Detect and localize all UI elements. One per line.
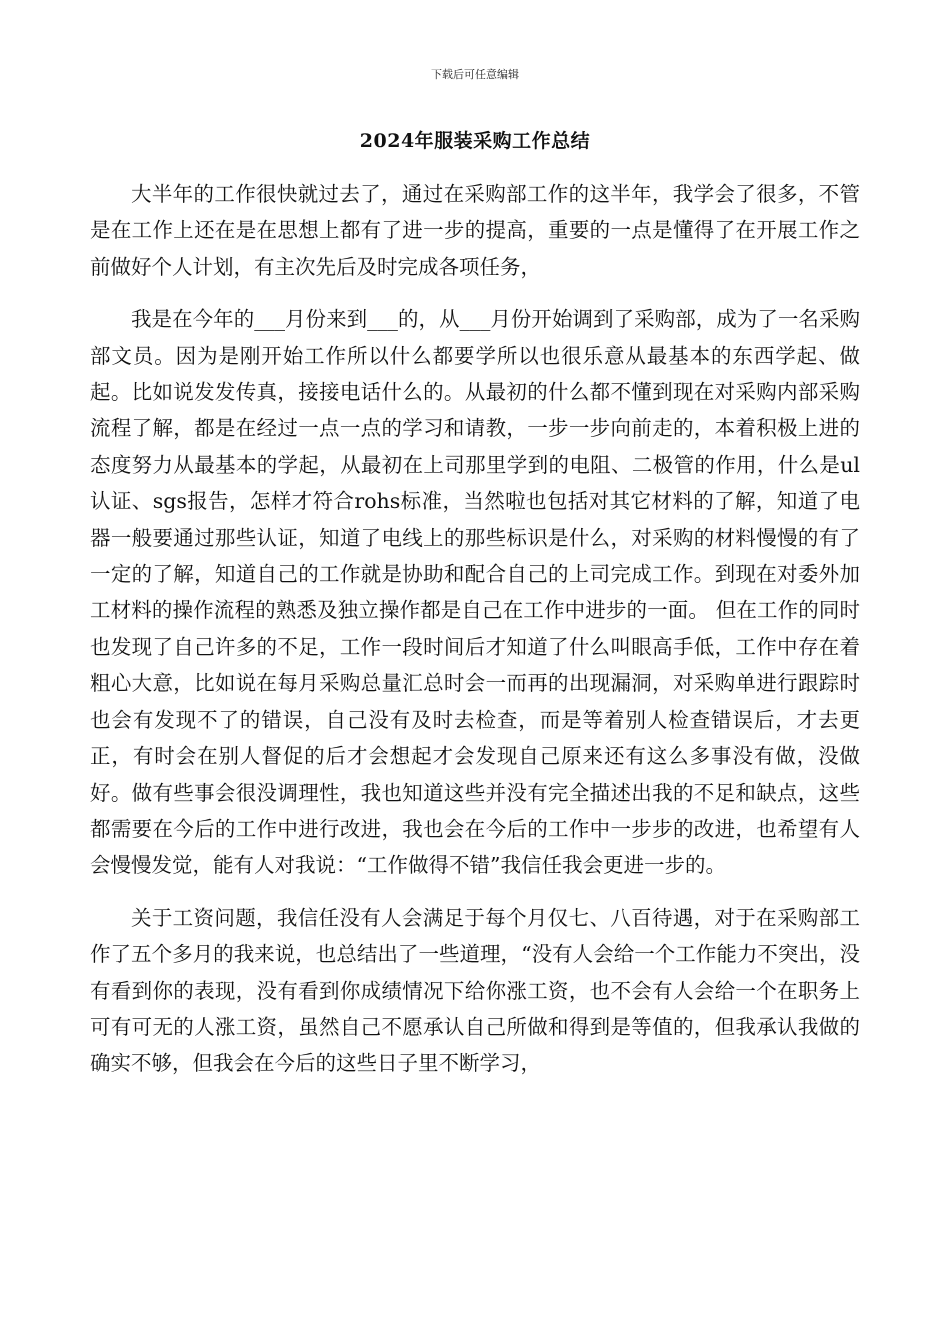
page-title: 2024年服装采购工作总结 bbox=[359, 130, 591, 152]
paragraph-intro: 大半年的工作很快就过去了，通过在采购部工作的这半年，我学会了很多，不管是在工作上还在是在思想上都有了进一步的提高，重要的一点是懂得了在开展工作之前做好个人计划，有主次先后及时完成各项任务， bbox=[90, 182, 860, 279]
header-note: 下载后可任意编辑 bbox=[431, 68, 519, 81]
paragraph-experience: 我是在今年的___月份来到___的，从___月份开始调到了采购部，成为了一名采购部文员。因为是刚开始工作所以什么都要学所以也很乐意从最基本的东西学起、做起。比如说发发传真，接接电话什么的。从最初的什么都不懂到现在对采购内部采购流程了解，都是在经过一点一点的学习和请教，一步一步向前走的，本着积极上进的态度努力从最基本的学起，从最初在上司那里学到的电阻、二极管的作用，什么是ul认证、sgs报告，怎样才符合rohs标准，当然啦也包括对其它材料的了解，知道了电器一般要通过那些认证，知道了电线上的那些标识是什么，对采购的材料慢慢的有了一定的了解，知道自己的工作就是协助和配合自己的上司完成工作。到现在对委外加工材料的操作流程的熟悉及独立操作都是自己在工作中进步的一面。 但在工作的同时也发现了自己许多的不足，工作一段时间后才知道了什么叫眼高手低，工作中存在着粗心大意，比如说在每月采购总量汇总时会一而再的出现漏洞，对采购单进行跟踪时也会有发现不了的错误，自己没有及时去检查，而是等着别人检查错误后，才去更正，有时会在别人督促的后才会想起才会发现自己原来还有这么多事没有做，没做好。做有些事会很没调理性，我也知道这些并没有完全描述出我的不足和缺点，这些都需要在今后的工作中进行改进，我也会在今后的工作中一步步的改进，也希望有人会慢慢发觉，能有人对我说：“工作做得不错”我信任我会更进一步的。 bbox=[90, 307, 860, 878]
paragraph-salary: 关于工资问题，我信任没有人会满足于每个月仅七、八百待遇，对于在采购部工作了五个多月的我来说，也总结出了一些道理，“没有人会给一个工作能力不突出，没有看到你的表现，没有看到你成绩情况下给你涨工资，也不会有人会给一个在职务上可有可无的人涨工资，虽然自己不愿承认自己所做和得到是等值的，但我承认我做的确实不够，但我会在今后的这些日子里不断学习， bbox=[90, 905, 860, 1076]
document-body bbox=[90, 176, 860, 1082]
